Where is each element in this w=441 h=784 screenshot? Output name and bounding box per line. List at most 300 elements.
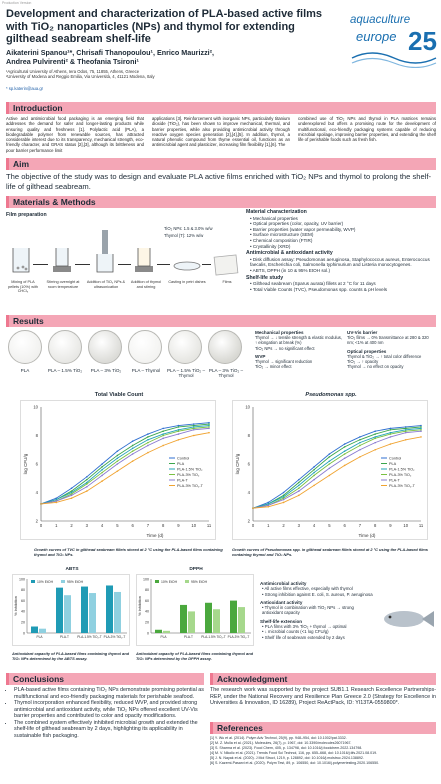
abts-chart-title: ABTS (65, 567, 79, 572)
data-point (313, 469, 315, 471)
email-link[interactable]: * sp.katerin@aua.gr (6, 86, 44, 91)
shelf-life-methods-title: Shelf-life study (246, 274, 284, 281)
list-item: • Barrier properties (water vapor permeability, WVP) (250, 227, 436, 233)
pseudomonas-chart-svg (233, 401, 429, 541)
y-tick-label: 4 (247, 490, 250, 495)
tvc-chart-title: Total Viable Count (94, 392, 144, 398)
legend-swatch (155, 580, 159, 583)
x-tick-label: 1 (55, 523, 58, 528)
tvc-caption: Growth curves of TVC in gilthead seabream fillets stored at 2 °C using the PLA-based films containing thymol and TiO₂ NPs. (34, 547, 223, 557)
x-tick-label: 10 (191, 523, 197, 528)
data-point (344, 458, 346, 460)
data-point (208, 432, 210, 434)
data-point (405, 429, 407, 431)
data-point (390, 436, 392, 438)
logo-word-europe: europe (356, 29, 397, 44)
data-point (147, 445, 149, 447)
data-point (162, 428, 164, 430)
legend-label: PLA-T (389, 478, 400, 483)
data-point (359, 442, 361, 444)
dpph-caption: Antioxidant capacity of PLA-based films containing thymol and TiO₂ NPs determined by the DPPH assay. (136, 651, 253, 661)
data-point (178, 439, 180, 441)
x-tick-label: PLA-1.5% TiO₂-T (201, 635, 226, 639)
legend-label: PLA-1.5% TiO₂ (177, 467, 203, 472)
data-point (208, 425, 210, 427)
section-header-introduction: Introduction (6, 102, 436, 114)
data-point (359, 456, 361, 458)
authors (6, 48, 326, 66)
antimicrobial-methods-list (246, 257, 436, 274)
data-point (208, 426, 210, 428)
tvc-chart (20, 392, 216, 540)
step-arrow-4 (157, 264, 170, 265)
list-item: • Chemical composition (FTIR) (250, 238, 436, 244)
data-point (193, 428, 195, 430)
pseudomonas-caption: Growth curves of Pseudomonas spp. in gilthead seabream fillets stored at 2 °C using the PLA-based films containing thymol and TiO₂ NPs. (232, 547, 428, 557)
data-point (71, 497, 73, 499)
data-point (267, 505, 269, 507)
x-tick-label: 8 (374, 523, 377, 528)
data-point (132, 445, 134, 447)
section-header-results: Results (6, 315, 436, 327)
y-tick-label: 0 (147, 631, 149, 636)
data-point (420, 425, 422, 427)
data-point (101, 472, 103, 474)
bar (180, 605, 187, 633)
data-point (55, 502, 57, 504)
data-point (359, 436, 361, 438)
data-point (178, 433, 180, 435)
data-point (86, 483, 88, 485)
data-point (313, 466, 315, 468)
legend-label: PLA-3% TiO₂-T (177, 484, 203, 488)
film-label-pla-thymol: PLA – Thymol (131, 368, 161, 373)
step-arrow-1 (33, 264, 48, 265)
bar (81, 587, 88, 633)
data-point (71, 493, 73, 495)
references-list (210, 736, 436, 767)
data-point (147, 433, 149, 435)
petri-dish-icon (172, 260, 202, 272)
reference-item: [3] S. Sharma et al. (2023). Food Chem, 405, p. 134798, doi: 10.1016/j.foodchem.2022.134798. (210, 746, 363, 751)
dpph-chart-svg (137, 575, 255, 647)
legend-label: PLA (177, 462, 185, 466)
data-point (390, 433, 392, 435)
legend-swatch (31, 580, 35, 583)
step-arrow-5 (202, 264, 211, 265)
data-point (40, 503, 42, 505)
production-tag: Production Version (2, 1, 32, 5)
data-point (193, 429, 195, 431)
y-tick-label: 6 (247, 461, 250, 467)
data-point (178, 426, 180, 428)
bar (31, 627, 38, 633)
y-tick-label: 10 (245, 404, 250, 410)
data-point (132, 450, 134, 452)
results-left-subcolumn (255, 330, 343, 369)
data-point (267, 502, 269, 504)
list-item: • Crystallinity (XRD) (250, 244, 436, 250)
legend-label: 95% EtOH (191, 580, 208, 584)
data-point (86, 490, 88, 492)
list-item: • The combined system effectively inhibited microbial growth and extended the shelf-life of gilthead seabream by 2 days, highlighting its applicability in sustainable fish packaging. (14, 720, 206, 740)
data-point (117, 470, 119, 472)
x-tick-label: 3 (297, 523, 300, 528)
legend-label: 95% EtOH (67, 580, 84, 584)
affiliation-2: ²University of Modena and Reggio Emilia, Via Università, 4, 41121 Modena, Italy (6, 74, 155, 80)
methods-right-column (246, 208, 436, 292)
x-tick-label: 0 (39, 523, 43, 528)
x-tick-label: 0 (251, 523, 255, 528)
data-point (313, 472, 315, 474)
data-point (329, 463, 331, 465)
film-label-pla-3-tio2-thymol: PLA – 3% TiO₂ – Thymol (208, 368, 244, 379)
film-photo-pla-thymol (128, 330, 162, 364)
x-tick-label: 10 (403, 523, 409, 528)
characterization-list (246, 216, 436, 250)
x-tick-label: PLA-3% TiO₂-T (103, 635, 126, 639)
y-tick-label: 20 (21, 620, 25, 625)
data-point (208, 422, 210, 424)
bar (238, 607, 245, 633)
data-point (405, 432, 407, 434)
dpph-chart (136, 567, 254, 646)
x-tick-label: 2 (70, 523, 73, 528)
film-photo-pla-3-tio2 (88, 330, 122, 364)
tvc-chart-svg (21, 401, 217, 541)
data-point (147, 436, 149, 438)
data-point (329, 460, 331, 462)
data-point (208, 423, 210, 425)
legend-swatch (185, 580, 189, 583)
x-tick-label: 6 (343, 523, 346, 528)
step-6-label: Films (222, 280, 232, 284)
antioxidant-list (260, 605, 370, 616)
pseudomonas-chart-title: Pseudomonas spp. (305, 392, 357, 398)
step-5-label: Casting in petri dishes (168, 280, 206, 284)
data-point (329, 475, 331, 477)
legend-label: Control (177, 456, 190, 461)
list-item: Thymol → no effect on opacity (347, 364, 404, 370)
list-item: • Gilthead seabream (Sparus aurata) fillets at 2 °C for 11 days (250, 281, 436, 287)
film-photo-pla-1-5-tio2-thymol (168, 330, 202, 364)
data-point (147, 442, 149, 444)
data-point (283, 502, 285, 504)
wvp-title: WVP (255, 353, 266, 359)
legend-label: PLA-1.5% TiO₂ (389, 467, 415, 472)
data-point (390, 428, 392, 430)
film-photo-pla-3-tio2-thymol (208, 330, 242, 364)
data-point (147, 439, 149, 441)
list-item: • ABTS, DPPH (in 10 & 95% EtOH sol.) (250, 268, 436, 274)
step-3-label: Addition of TiO₂ NPs & ultrasonication (86, 280, 126, 289)
data-point (86, 486, 88, 488)
reference-item: [5] J. N. Nayak et al. (2020). J Mol Struct, 1219, p. 128892, doi: 10.1016/j.molstruc.2024.138892. (210, 756, 364, 761)
introduction-body (6, 116, 436, 154)
antimicrobial-title: Antimicrobial activity (260, 581, 307, 586)
data-point (344, 443, 346, 445)
bar (114, 592, 121, 633)
step-4-label: Addition of thymol and stirring (130, 280, 162, 289)
acknowledgment-text: The research work was supported by the project SUB1.1 Research Excellence Partnerships-REP, under the National Recovery and Resilience Plan Greece 2.0 (Strategy for Excellence in Universities & Innovation, ID 16289), Project ReActPack, ID: YI13TA-0559800*. (210, 687, 436, 707)
x-tick-label: 8 (162, 523, 165, 528)
list-item: • PLA-based active films containing TiO₂ NPs demonstrate promising potential as multifunctional and eco-friendly packaging materials for perishable seafood. (14, 687, 206, 700)
data-point (283, 492, 285, 494)
list-item: • Shelf life of seabream extended by 2 days (262, 635, 436, 640)
data-point (420, 430, 422, 432)
y-tick-label: 80 (21, 588, 25, 593)
ultrasonicator-icon (92, 230, 118, 274)
mechanical-title: Mechanical properties (255, 330, 304, 335)
film-photo-pla (8, 330, 42, 364)
y-tick-label: 100 (143, 577, 149, 582)
data-point (344, 453, 346, 455)
list-item: • Surface microstructure (SEM) (250, 232, 436, 238)
shelf-life-methods-list (246, 281, 436, 292)
y-tick-label: 2 (35, 518, 38, 524)
data-point (329, 467, 331, 469)
shelf-life-title: Shelf-life extension (260, 618, 303, 624)
data-point (132, 453, 134, 455)
x-tick-label: PLA-1.5% TiO₂-T (77, 635, 102, 639)
list-item: TiO₂ films → 0% transmittance at 280 & 320 nm; <1% at 400 nm (347, 335, 429, 346)
list-item: • PLA films with 3% TiO₂ + thymol → optimal (262, 624, 436, 629)
x-tick-label: 11 (418, 523, 424, 528)
data-point (374, 442, 376, 444)
reference-item: [4] M. V. Nikolic et al. (2021). Trends Food Sci Technol, 116, pp. 655–668, doi: 10.1016/j.tifs.2021.08.019. (210, 751, 378, 756)
data-point (390, 432, 392, 434)
reference-item: [1] Y. Wu et al. (2014). Polym Adv Technol, 25(9), pp. 948–954, doi: 10.1002/pat.3332. (210, 736, 347, 740)
list-item: • Total Viable Counts (TVC), Pseudomonas spp. counts & pH levels (250, 287, 436, 293)
antimicrobial-methods-title: Antimicrobial & antioxidant activity (246, 250, 333, 257)
x-tick-label: 6 (131, 523, 134, 528)
data-point (298, 490, 300, 492)
intro-column-2: applications [3]. Reinforcement with inorganic NPs, particularly titanium dioxide (TiO₂), has been shown to improve mechanical, thermal, and barrier properties, while also providing antimicrobial activity through reactive oxygen species generation [2],[4],[5]. In addition, thymol, a natural phenolic compound from thyme essential oil, functions as an antimicrobial agent and plasticizer, increasing film flexibility [1],[6]. The (152, 116, 290, 148)
list-item: • Optical properties (color, opacity, UV barrier) (250, 221, 436, 227)
film-sheet-icon (212, 254, 240, 276)
y-tick-label: 100 (19, 577, 25, 582)
antioxidant-title: Antioxidant activity (260, 599, 303, 605)
legend-swatch (61, 580, 65, 583)
aim-text: The objective of the study was to design and evaluate PLA active films enriched with TiO₂ NPs and thymol to prolong the shelf-life of gilthead seabream. (6, 172, 432, 191)
poster-title: Development and characterization of PLA-based active films with TiO₂ nanoparticles (NPs) and thymol for extending gilthead seabream shelf-life (6, 8, 323, 45)
data-point (117, 458, 119, 460)
list-item: • Strong inhibition against E. coli, S. aureus, P. aeruginosa (262, 592, 436, 597)
data-point (420, 436, 422, 438)
data-point (374, 433, 376, 435)
legend-label: PLA-3% TiO₂-T (389, 484, 415, 488)
bar (188, 611, 195, 633)
data-point (86, 479, 88, 481)
data-point (193, 426, 195, 428)
materials-methods-body (6, 208, 436, 310)
x-tick-label: 5 (116, 523, 119, 528)
data-point (374, 449, 376, 451)
pseudomonas-chart (232, 392, 428, 540)
data-point (390, 443, 392, 445)
x-tick-label: 4 (100, 523, 104, 528)
y-tick-label: 0 (23, 631, 25, 636)
data-point (132, 440, 134, 442)
section-header-materials-methods: Materials & Methods (6, 196, 436, 208)
data-point (55, 500, 57, 502)
data-point (162, 435, 164, 437)
film-photo-pla-1-5-tio2 (48, 330, 82, 364)
legend-label: 10% EtOH (161, 580, 178, 584)
conclusions-list (6, 687, 206, 739)
bar (64, 595, 71, 633)
tio2-concentration: TiO₂ NPs: 1.5 & 3.0% w/w (164, 226, 213, 231)
legend-label: 10% EtOH (37, 580, 54, 584)
data-point (313, 479, 315, 481)
data-point (162, 438, 164, 440)
x-tick-label: 3 (85, 523, 88, 528)
intro-column-3: combined use of TiO₂ NPs and thymol in PLA matrices remains underexplored but offers a promising route for the development of multifunctional, eco-friendly packaging systems capable of reducing microbial spoilage, improving barrier properties, and extending the shelf life of perishable foods such as fresh fish. (298, 116, 436, 143)
dpph-chart-title: DPPH (189, 567, 203, 572)
data-point (298, 482, 300, 484)
y-tick-label: 8 (247, 433, 250, 438)
authors-line-1: Aikaterini Spanou¹*, Chrisafi Thanopoulou¹, Enrico Maurizzi², (6, 48, 215, 57)
y-axis-label: % Inhibition (138, 596, 142, 616)
logo-number: 25 (408, 26, 437, 56)
data-point (162, 445, 164, 447)
data-point (298, 479, 300, 481)
x-tick-label: PLA (160, 635, 167, 639)
data-point (162, 430, 164, 432)
abts-chart-svg (13, 575, 131, 647)
data-point (329, 456, 331, 458)
optical-title: Optical properties (347, 348, 387, 354)
y-tick-label: 8 (35, 433, 38, 438)
bar (213, 609, 220, 633)
film-photos-row (6, 330, 246, 382)
x-tick-label: 7 (358, 523, 362, 528)
data-point (405, 426, 407, 428)
data-point (267, 506, 269, 508)
film-label-pla: PLA (20, 368, 30, 373)
list-item: • Thymol in combination with TiO₂ NPs → strong antioxidant capacity (262, 605, 370, 616)
data-point (420, 429, 422, 431)
data-point (147, 452, 149, 454)
intro-column-1: Active and antimicrobial food packaging is an emerging field that addresses the demand for safer and longer-lasting products while ensuring quality and freshness [1]. Polylactic acid (PLA), a biodegradable polymer from renewable sources, has attracted considerable interest due to its transparency, mechanical strength, eco-friendly character, and GRAS status [2],[3], although its brittleness and poor barrier performance limit (6, 116, 144, 153)
data-point (329, 453, 331, 455)
step-arrow-2 (75, 264, 90, 265)
data-point (71, 495, 73, 497)
bar (163, 631, 170, 633)
abts-caption: Antioxidant capacity of PLA-based films containing thymol and TiO₂ NPs determined by the ABTS assay. (12, 651, 129, 661)
list-item: Thymol → ↓ tensile strength & elastic modulus, ↑ elongation at break (%) (255, 335, 343, 346)
y-tick-label: 20 (145, 620, 149, 625)
seabream-fish-icon (380, 608, 436, 630)
characterization-title: Material characterization (246, 209, 307, 215)
x-tick-label: PLA (36, 635, 43, 639)
list-item: TiO₂ → minor effect (255, 364, 292, 370)
data-point (374, 430, 376, 432)
data-point (162, 433, 164, 435)
y-tick-label: 60 (21, 598, 25, 603)
list-item: • ↓ microbial counts (<1 log CFU/g) (262, 629, 436, 634)
list-item: Thymol → significant reduction (255, 359, 313, 365)
y-tick-label: 80 (145, 588, 149, 593)
data-point (374, 436, 376, 438)
list-item: Thymol & TiO₂ → ↑ total color difference (347, 353, 422, 359)
data-point (420, 428, 422, 430)
data-point (117, 460, 119, 462)
x-tick-label: PLA-3% TiO₂-T (227, 635, 250, 639)
authors-line-2: Andrea Pulvirenti² & Theofania Tsironi¹ (6, 57, 139, 66)
reference-item: [2] M. Z. Mulla et al. (2021). Molecules, 26(7), p. 1967, doi: 10.3390/molecules26071967. (210, 741, 352, 746)
data-point (359, 449, 361, 451)
data-point (313, 485, 315, 487)
data-point (193, 435, 195, 437)
y-tick-label: 40 (145, 609, 149, 614)
stirrer-icon (50, 244, 74, 274)
x-tick-label: 4 (312, 523, 316, 528)
film-label-pla-1-5-tio2: PLA – 1.5% TiO₂ (47, 368, 83, 373)
film-label-pla-1-5-tio2-thymol: PLA – 1.5% TiO₂ – Thymol (166, 368, 206, 379)
logo-word-aquaculture: aquaculture (350, 14, 411, 26)
x-tick-label: 1 (267, 523, 270, 528)
antimicrobial-list (260, 586, 436, 597)
data-point (298, 487, 300, 489)
x-tick-label: PLA-T (183, 635, 194, 639)
data-point (298, 495, 300, 497)
data-point (178, 429, 180, 431)
data-point (101, 469, 103, 471)
abts-chart (12, 567, 130, 646)
reference-item: [6] S. Kazemi-Pasarvi et al. (2020). Polym Test, 89, p. 106550, doi: 10.1016/j.polymertesting.2020.106550. (210, 761, 380, 766)
film-preparation-label: Film preparation (6, 212, 47, 218)
y-tick-label: 2 (247, 518, 250, 524)
x-tick-label: 5 (328, 523, 331, 528)
data-point (55, 499, 57, 501)
affiliations (6, 69, 326, 80)
data-point (374, 438, 376, 440)
bar (106, 585, 113, 633)
legend-label: PLA (389, 462, 397, 466)
x-tick-label: 7 (146, 523, 150, 528)
data-point (298, 485, 300, 487)
y-tick-label: 10 (33, 404, 38, 410)
bar (56, 588, 63, 633)
data-point (86, 476, 88, 478)
thymol-concentration: Thymol (T): 12% w/w (164, 233, 204, 238)
legend-label: PLA-3% TiO₂ (177, 473, 200, 477)
data-point (344, 446, 346, 448)
x-tick-label: 9 (389, 523, 392, 528)
legend-label: Control (389, 456, 402, 461)
data-point (178, 425, 180, 427)
data-point (117, 463, 119, 465)
section-header-acknowledgment: Acknowledgment (210, 673, 436, 685)
list-item: • Disk diffusion assay: Pseudomonas aeruginosa, Staphylococcus aureus, Enterococcus faecalis, Escherichia coli, Salmonella typhimurium and Listeria monocytogenes. (250, 257, 436, 268)
bar (205, 603, 212, 633)
y-axis-label: % Inhibition (14, 596, 18, 616)
legend-label: PLA-3% TiO₂ (389, 473, 412, 477)
data-point (132, 448, 134, 450)
data-point (390, 429, 392, 431)
results-right-subcolumn (347, 330, 435, 369)
data-point (71, 487, 73, 489)
data-point (283, 497, 285, 499)
legend-label: PLA-T (177, 478, 188, 483)
data-point (283, 499, 285, 501)
data-point (101, 466, 103, 468)
step-1-label: Mixing of PLA pellets (10%) with CHCl₃ (8, 280, 38, 294)
list-item: TiO₂ → ↑ opacity (347, 359, 379, 365)
section-header-aim: Aim (6, 158, 436, 170)
data-point (101, 475, 103, 477)
